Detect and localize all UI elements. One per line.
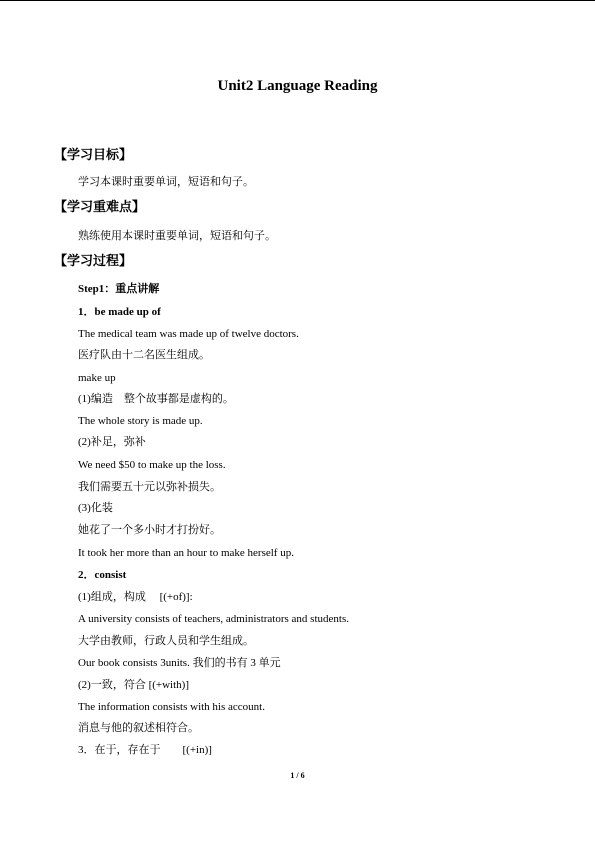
content-line: 2．consist bbox=[78, 569, 127, 581]
top-rule bbox=[0, 0, 595, 1]
difficulty-text: 熟练使用本课时重要单词，短语和句子。 bbox=[78, 230, 276, 242]
content-line: Step1：重点讲解 bbox=[78, 283, 160, 295]
content-line: The whole story is made up. bbox=[78, 415, 203, 427]
content-line: The medical team was made up of twelve doctors. bbox=[78, 328, 299, 340]
content-line: It took her more than an hour to make herself up. bbox=[78, 547, 294, 559]
process-heading: 【学习过程】 bbox=[54, 253, 133, 268]
content-line: (1)组成，构成 [(+of)]: bbox=[78, 591, 193, 603]
content-line: 1．be made up of bbox=[78, 306, 161, 318]
content-line: (3)化装 bbox=[78, 502, 113, 514]
content-line: 我们需要五十元以弥补损失。 bbox=[78, 481, 221, 493]
difficulty-heading: 【学习重难点】 bbox=[54, 199, 146, 214]
content-line: The information consists with his account. bbox=[78, 701, 265, 713]
page-number: 1 / 6 bbox=[290, 771, 305, 780]
content-line: (1)编造 整个故事都是虚构的。 bbox=[78, 393, 234, 405]
goal-text: 学习本课时重要单词，短语和句子。 bbox=[78, 176, 254, 188]
page-title: Unit2 Language Reading bbox=[217, 78, 378, 94]
content-line: 医疗队由十二名医生组成。 bbox=[78, 349, 210, 361]
content-line: 她花了一个多小时才打扮好。 bbox=[78, 524, 221, 536]
goal-heading: 【学习目标】 bbox=[54, 147, 133, 162]
content-line: (2)补足，弥补 bbox=[78, 436, 146, 448]
content-line: We need $50 to make up the loss. bbox=[78, 459, 226, 471]
content-line: A university consists of teachers, administrators and students. bbox=[78, 613, 349, 625]
content-line: 大学由教师，行政人员和学生组成。 bbox=[78, 635, 254, 647]
content-line: (2)一致，符合 [(+with)] bbox=[78, 679, 189, 691]
content-line: make up bbox=[78, 372, 116, 384]
content-line: 消息与他的叙述相符合。 bbox=[78, 722, 199, 734]
content-line: 3．在于，存在于 [(+in)] bbox=[78, 744, 212, 756]
content-line: Our book consists 3units. 我们的书有 3 单元 bbox=[78, 657, 281, 669]
